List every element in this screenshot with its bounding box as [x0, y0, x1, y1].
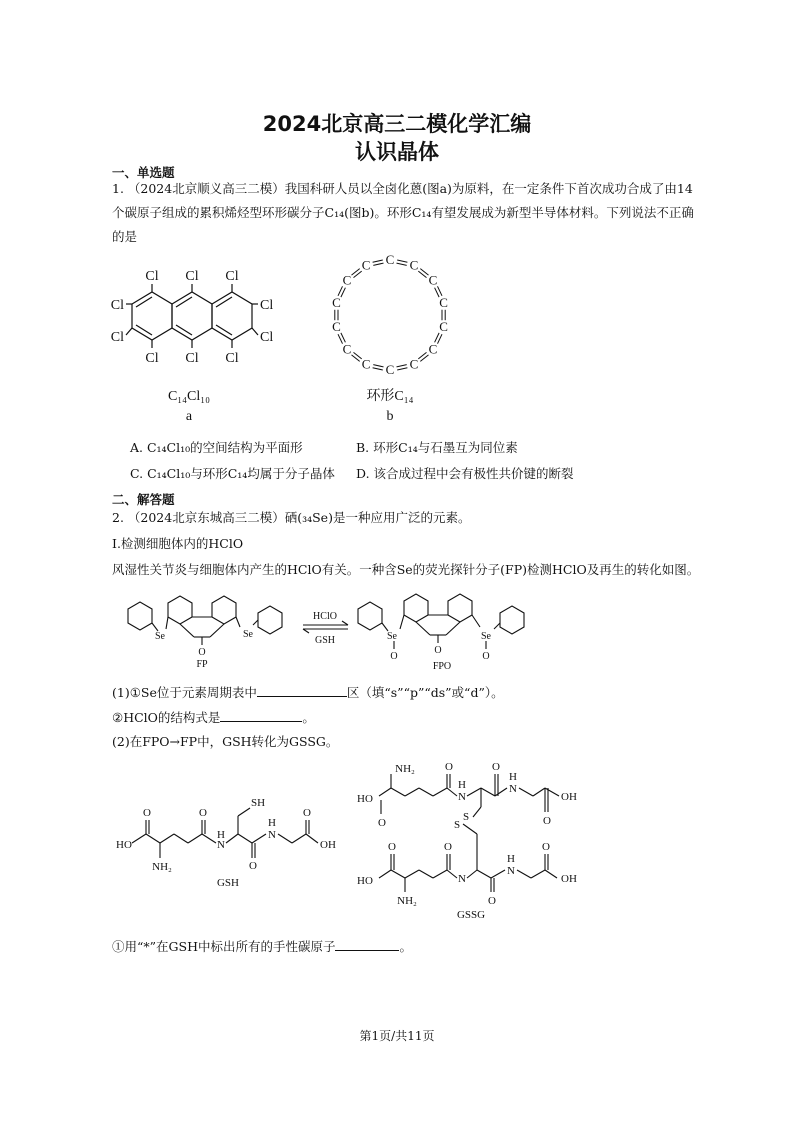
option-c[interactable]: C. C₁₄Cl₁₀与环形C₁₄均属于分子晶体	[130, 466, 335, 481]
ring-double-bond	[397, 260, 407, 262]
reagent-hclo: HClO	[313, 611, 337, 622]
svg-text:S: S	[462, 811, 470, 823]
svg-text:O: O	[199, 807, 207, 819]
svg-text:HO: HO	[357, 793, 373, 805]
svg-text:Cl: Cl	[110, 330, 124, 345]
ring-double-bond	[373, 365, 383, 367]
svg-text:N: N	[507, 865, 515, 877]
ring-double-bond	[397, 365, 407, 367]
answer-blank-2a[interactable]	[335, 938, 399, 951]
svg-text:O: O	[388, 841, 396, 853]
svg-text:O: O	[492, 762, 500, 773]
svg-text:O: O	[542, 841, 550, 853]
svg-text:H: H	[268, 817, 276, 829]
svg-text:Cl: Cl	[225, 269, 239, 284]
document-title: 2024北京高三二模化学汇编	[262, 112, 532, 136]
svg-text:O: O	[444, 841, 452, 853]
svg-text:OH: OH	[561, 873, 577, 885]
question-1-line-2: 个碳原子组成的累积烯烃型环形碳分子C₁₄(图b)。环形C₁₄有望发展成为新型半导体材料。下列说法不正确	[112, 205, 694, 220]
svg-text:Cl: Cl	[225, 351, 239, 366]
svg-text:H: H	[217, 829, 225, 841]
svg-text:N: N	[268, 829, 276, 841]
svg-text:N: N	[458, 873, 466, 885]
svg-text:O: O	[543, 815, 551, 827]
svg-text:O: O	[445, 762, 453, 773]
svg-text:O: O	[143, 807, 151, 819]
ring-carbon-atom: C	[342, 341, 352, 357]
svg-text:H: H	[507, 853, 515, 865]
svg-text:Se: Se	[243, 629, 253, 640]
ring-double-bond	[373, 263, 383, 265]
ring-carbon-atom: C	[361, 257, 371, 273]
ring-carbon-atom: C	[342, 272, 352, 288]
svg-text:Cl: Cl	[185, 351, 199, 366]
ring-carbon-atom: C	[439, 319, 448, 335]
ring-carbon-atom: C	[439, 294, 448, 310]
question-2-part-1-desc: 风湿性关节炎与细胞体内产生的HClO有关。一种含Se的荧光探针分子(FP)检测HClO及再生的转化如图。	[112, 562, 700, 577]
question-1-line-1: 1. （2024北京顺义高三二模）我国科研人员以全卤化蒽(图a)为原料，在一定条件下首次成功合成了由14	[112, 181, 693, 196]
reagent-gsh: GSH	[314, 635, 336, 646]
svg-text:OH: OH	[561, 791, 577, 803]
svg-text:NH₂: NH₂	[397, 895, 417, 907]
option-b[interactable]: B. 环形C₁₄与石墨互为同位素	[356, 440, 518, 455]
ring-carbon-atom: C	[332, 294, 341, 310]
svg-text:O: O	[482, 651, 490, 662]
ring-double-bond	[373, 260, 383, 262]
answer-blank-1b[interactable]	[220, 709, 302, 722]
svg-text:Se: Se	[155, 631, 165, 642]
figure-a-perchloroanthracene	[105, 262, 275, 427]
svg-text:Cl: Cl	[145, 351, 159, 366]
section-heading-answer: 二、解答题	[112, 492, 175, 507]
ring-double-bond	[397, 368, 407, 370]
option-a[interactable]: A. C₁₄Cl₁₀的空间结构为平面形	[130, 440, 303, 455]
question-2-sub-1b: ②HClO的结构式是 。	[112, 710, 315, 725]
page-footer: 第1页/共11页	[359, 1029, 435, 1043]
svg-text:O: O	[198, 647, 206, 658]
svg-text:HO: HO	[357, 875, 373, 887]
figure-a-formula: C₁₄Cl₁₀	[167, 389, 211, 404]
ring-carbon-atom: C	[385, 255, 395, 267]
svg-text:Se: Se	[481, 631, 491, 642]
svg-text:Cl: Cl	[260, 330, 274, 345]
svg-text:NH₂: NH₂	[395, 763, 415, 775]
svg-text:H: H	[458, 779, 466, 791]
svg-text:O: O	[390, 651, 398, 662]
question-2-part-1: Ⅰ.检测细胞体内的HClO	[112, 536, 244, 551]
document-subtitle: 认识晶体	[355, 140, 439, 164]
question-2-sub-2: (2)在FPO→FP中，GSH转化为GSSG。	[112, 734, 339, 749]
fp-label: FP	[196, 659, 208, 670]
section-heading-single-choice: 一、单选题	[112, 165, 175, 180]
svg-text:N: N	[458, 791, 466, 803]
option-d[interactable]: D. 该合成过程中会有极性共价键的断裂	[356, 466, 574, 481]
ring-carbon-atom: C	[385, 362, 395, 377]
ring-carbon-atom: C	[428, 341, 438, 357]
ring-double-bond	[373, 368, 383, 370]
question-2-intro: 2. （2024北京东城高三二模）硒(₃₄Se)是一种应用广泛的元素。	[112, 510, 471, 525]
ring-carbon-atom: C	[428, 272, 438, 288]
question-2-sub-2a: ①用“*”在GSH中标出所有的手性碳原子 。	[112, 939, 412, 954]
question-1-line-3: 的是	[112, 229, 138, 244]
svg-text:Cl: Cl	[185, 269, 199, 284]
svg-text:O: O	[303, 807, 311, 819]
ring-carbon-atom: C	[409, 356, 419, 372]
svg-text:SH: SH	[250, 797, 266, 809]
svg-text:O: O	[488, 895, 496, 907]
gsh-label: GSH	[216, 877, 240, 889]
svg-text:S: S	[453, 819, 461, 831]
gssg-label: GSSG	[456, 909, 486, 921]
svg-text:O: O	[378, 817, 386, 829]
question-2-sub-1a: (1)①Se位于元素周期表中 区（填“s”“p”“ds”或“d”）。	[112, 685, 504, 700]
figure-b-letter: b	[386, 409, 394, 424]
fpo-label: FPO	[432, 661, 452, 672]
ring-carbon-atom: C	[361, 356, 371, 372]
svg-text:H: H	[509, 771, 517, 783]
gssg-structure	[345, 762, 595, 922]
svg-text:Cl: Cl	[110, 298, 124, 313]
fp-fpo-reaction-scheme	[108, 585, 688, 680]
svg-text:O: O	[434, 645, 442, 656]
svg-text:N: N	[217, 839, 225, 851]
figure-b-formula: 环形C₁₄	[366, 389, 414, 404]
svg-text:OH: OH	[320, 839, 336, 851]
figure-a-letter: a	[185, 409, 193, 424]
ring-carbon-atom: C	[332, 319, 341, 335]
svg-text:HO: HO	[116, 839, 132, 851]
svg-text:O: O	[249, 860, 257, 872]
ring-double-bond	[397, 263, 407, 265]
answer-blank-1a[interactable]	[257, 684, 347, 697]
svg-text:Cl: Cl	[260, 298, 274, 313]
svg-text:N: N	[509, 783, 517, 795]
gsh-structure	[110, 768, 350, 893]
svg-text:Cl: Cl	[145, 269, 159, 284]
svg-text:Se: Se	[387, 631, 397, 642]
ring-carbon-atom: C	[409, 257, 419, 273]
figure-b-cyclocarbon	[310, 255, 470, 427]
svg-text:NH₂: NH₂	[152, 861, 172, 873]
